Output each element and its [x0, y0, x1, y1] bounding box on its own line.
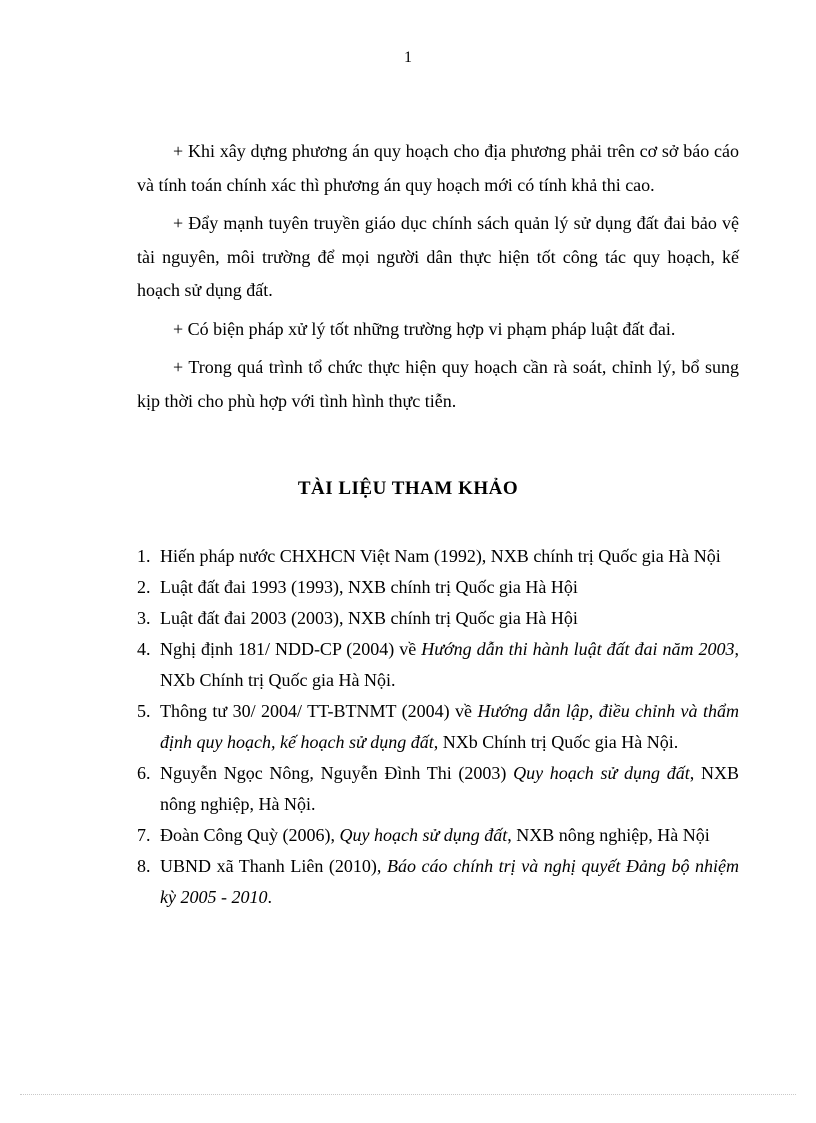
- reference-title: Hướng dẫn thi hành luật đất đai năm 2003: [421, 639, 735, 659]
- paragraph: + Đẩy mạnh tuyên truyền giáo dục chính sách quản lý sử dụng đất đai bảo vệ tài nguyên, môi trường để mọi người dân thực hiện tốt công tác quy hoạch, kế hoạch sử dụng đất.: [137, 213, 739, 300]
- reference-title: Báo cáo chính trị và nghị quyết Đảng bộ nhiệm kỳ 2005 - 2010: [160, 856, 740, 907]
- reference-text: Hiến pháp nước CHXHCN Việt Nam (1992), NXB chính trị Quốc gia Hà Nội: [160, 546, 721, 566]
- reference-title: Quy hoạch sử dụng đất: [339, 825, 508, 845]
- reference-item: [137, 541, 739, 572]
- reference-publisher: , NXB nông nghiệp, Hà Nội: [507, 825, 710, 845]
- reference-publisher: .: [267, 887, 272, 907]
- reference-number: 8.: [137, 856, 151, 876]
- reference-number: 5.: [137, 701, 151, 721]
- reference-number: 1.: [137, 546, 151, 566]
- reference-text: Nguyễn Ngọc Nông, Nguyễn Đình Thi (2003): [160, 763, 514, 783]
- reference-number: 3.: [137, 608, 151, 628]
- reference-item: [137, 820, 739, 851]
- reference-item: [137, 634, 739, 696]
- reference-number: 4.: [137, 639, 151, 659]
- reference-publisher: , NXB nông nghiệp, Hà Nội.: [160, 763, 739, 814]
- reference-number: 2.: [137, 577, 151, 597]
- reference-publisher: , NXb Chính trị Quốc gia Hà Nội.: [433, 732, 679, 752]
- reference-number: 6.: [137, 763, 151, 783]
- reference-title: Hướng dẫn lập, điều chỉnh và thẩm định quy hoạch, kế hoạch sử dụng đất: [160, 701, 739, 752]
- page-number: 1: [404, 49, 412, 66]
- reference-publisher: , NXb Chính trị Quốc gia Hà Nội.: [160, 639, 739, 690]
- reference-item: [137, 758, 739, 820]
- references-list: [137, 541, 739, 913]
- references-title: TÀI LIỆU THAM KHẢO: [297, 478, 519, 499]
- reference-item: [137, 696, 739, 758]
- reference-text: Đoàn Công Quỳ (2006),: [160, 825, 340, 845]
- reference-text: Luật đất đai 1993 (1993), NXB chính trị Quốc gia Hà Hội: [160, 577, 578, 597]
- reference-title: Quy hoạch sử dụng đất: [513, 763, 690, 783]
- paragraph: + Có biện pháp xử lý tốt những trường hợp vi phạm pháp luật đất đai.: [173, 318, 676, 339]
- body-text: [137, 135, 739, 423]
- reference-item: [137, 851, 739, 913]
- paragraph: + Khi xây dựng phương án quy hoạch cho địa phương phải trên cơ sở báo cáo và tính toán chính xác thì phương án quy hoạch mới có tính khả thi cao.: [137, 141, 739, 195]
- reference-item: [137, 603, 739, 634]
- reference-text: Nghị định 181/ NDD-CP (2004) về: [160, 639, 422, 659]
- page-bottom-divider: [20, 1094, 796, 1095]
- reference-item: [137, 572, 739, 603]
- paragraph: + Trong quá trình tổ chức thực hiện quy hoạch cần rà soát, chỉnh lý, bổ sung kịp thời cho phù hợp với tình hình thực tiễn.: [137, 357, 739, 411]
- reference-text: UBND xã Thanh Liên (2010),: [160, 856, 387, 876]
- reference-text: Luật đất đai 2003 (2003), NXB chính trị Quốc gia Hà Hội: [160, 608, 578, 628]
- reference-number: 7.: [137, 825, 151, 845]
- reference-text: Thông tư 30/ 2004/ TT-BTNMT (2004) về: [160, 701, 478, 721]
